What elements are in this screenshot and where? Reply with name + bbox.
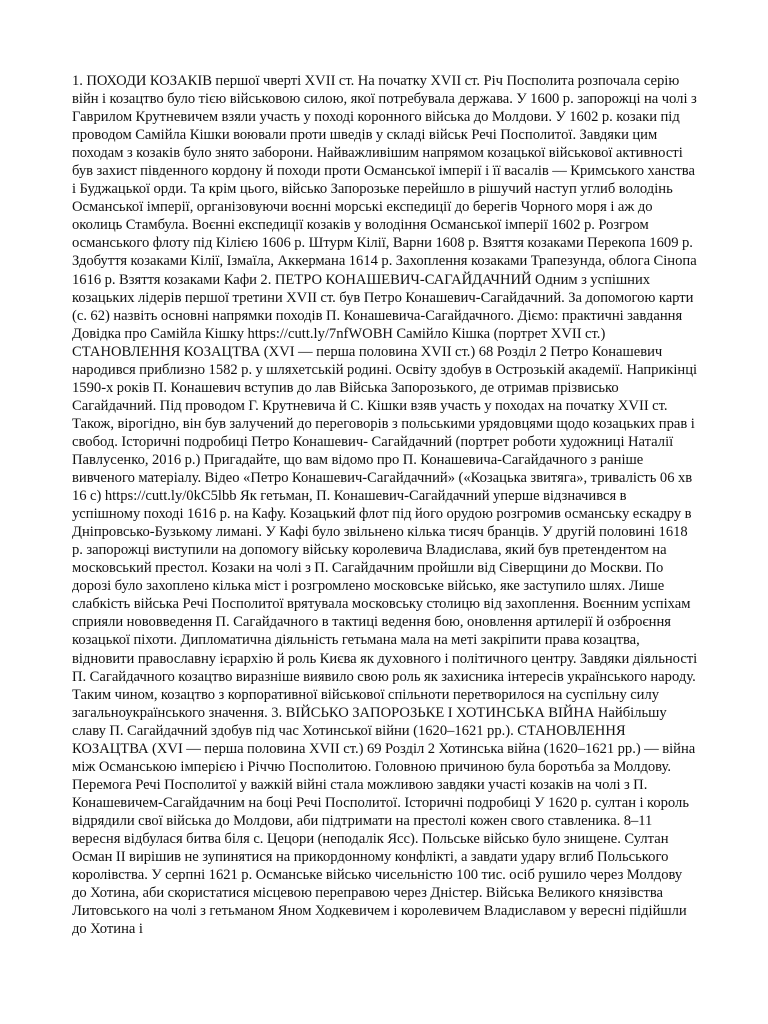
document-body-text: 1. ПОХОДИ КОЗАКІВ першої чверті XVII ст. На початку XVII ст. Річ Посполита розпочала серію війн і козацтво було тією військовою силою, якої потребувала держава. У 1600 р. запорожці на чолі з Гаврилом Крутневичем взяли участь у поході коронного війська до Молдови. У 1602 р. козаки під проводом Самійла Кішки воювали проти шведів у складі військ Речі Посполитої. Завдяки цим походам з козаків було знято заборони. Найважливішим напрямом козацької військової активності був захист південного кордону й походи проти Османської імперії і її васалів — Кримського ханства і Буджацької орди. Та крім цього, військо Запорозьке перейшло в рішучий наступ углиб володінь Османської імперії, організовуючи воєнні морські експедиції до берегів Чорного моря і аж до околиць Стамбула. Воєнні експедиції козаків у володіння Османської імперії 1602 р. Розгром османського флоту під Кілією 1606 р. Штурм Кілії, Варни 1608 р. Взяття козаками Перекопа 1609 р. Здобуття козаками Кілії, Ізмаїла, Аккермана 1614 р. Захоплення козаками Трапезунда, облога Сінопа 1616 р. Взяття козаками Кафи 2. ПЕТРО КОНАШЕВИЧ-САГАЙДАЧНИЙ Одним з успішних козацьких лідерів першої третини XVII ст. був Петро Конашевич-Сагайдачний. За допомогою карти (с. 62) назвіть основні напрямки походів П. Конашевича-Сагайдачного. Діємо: практичні завдання Довідка про Самійла Кішку https://cutt.ly/7nfWOBH Самійло Кішка (портрет XVII ст.) СТАНОВЛЕННЯ КОЗАЦТВА (XVI — перша половина XVII ст.) 68 Розділ 2 Петро Конашевич народився приблизно 1582 р. у шляхетській родині. Освіту здобув в Острозькій академії. Наприкінці 1590-х років П. Конашевич вступив до лав Війська Запорозького, де отримав прізвисько Сагайдачний. Під проводом Г. Крутневича й С. Кішки взяв участь у походах на початку XVII ст. Також, вірогідно, він був залучений до переговорів з польськими урядовцями щодо козацьких прав і свобод. Історичні подробиці Петро Конашевич- Сагайдачний (портрет роботи художниці Наталії Павлусенко, 2016 р.) Пригадайте, що вам відомо про П. Конашевича-Сагайдачного з раніше вивченого матеріалу. Відео «Петро Конашевич-Сагайдачний» («Козацька звитяга», тривалість 06 хв 16 с) https://cutt.ly/0kC5lbb Як гетьман, П. Конашевич-Сагайдачний уперше відзначився в успішному поході 1616 р. на Кафу. Козацький флот під його орудою розгромив османську ескадру в Дніпровсько-Бузькому лимані. У Кафі було звільнено кілька тисяч бранців. У другій половині 1618 р. запорожці виступили на допомогу війську королевича Владислава, який був претендентом на московський престол. Козаки на чолі з П. Сагайдачним пройшли від Сіверщини до Москви. По дорозі було захоплено кілька міст і розгромлено московське військо, яке заступило шлях. Лише слабкість війська Речі Посполитої врятувала московську столицю від захоплення. Воєнним успіхам сприяли нововведення П. Сагайдачного в тактиці ведення бою, оновлення артилерії й озброєння козацької піхоти. Дипломатична діяльність гетьмана мала на меті закріпити права козацтва, відновити православну ієрархію й роль Києва як духовного і політичного центру. Завдяки діяльності П. Сагайдачного козацтво виразніше виявило свою роль як захисника інтересів українського народу. Таким чином, козацтво з корпоративної військової спільноти перетворилося на суспільну силу загальноукраїнського значення. 3. ВІЙСЬКО ЗАПОРОЗЬКЕ І ХОТИНСЬКА ВІЙНА Найбільшу славу П. Сагайдачний здобув під час Хотинської війни (1620–1621 рр.). СТАНОВЛЕННЯ КОЗАЦТВА (XVI — перша половина XVII ст.) 69 Розділ 2 Хотинська війна (1620–1621 рр.) — війна між Османською імперією і Річчю Посполитою. Головною причиною була боротьба за Молдову. Перемога Речі Посполитої у важкій війні стала можливою завдяки участі козаків на чолі з П. Конашевичем-Сагайдачним на боці Речі Посполитої. Історичні подробиці У 1620 р. султан і король відрядили свої війська до Молдови, аби підтримати на престолі кожен свого ставленика. 8–11 вересня відбулася битва біля с. Цецори (неподалік Ясс). Польське військо було знищене. Султан Осман II вирішив не зупинятися на прикордонному конфлікті, а завдати удару вглиб Польського королівства. У серпні 1621 р. Османське військо чисельністю 100 тис. осіб рушило через Молдову до Хотина, аби скористатися місцевою переправою через Дністер. Війська Великого князівства Литовського на чолі з гетьманом Яном Ходкевичем і королевичем Владиславом у вересні підійшли до Хотина і — [72, 73, 698, 938]
document-page — [72, 72, 698, 938]
